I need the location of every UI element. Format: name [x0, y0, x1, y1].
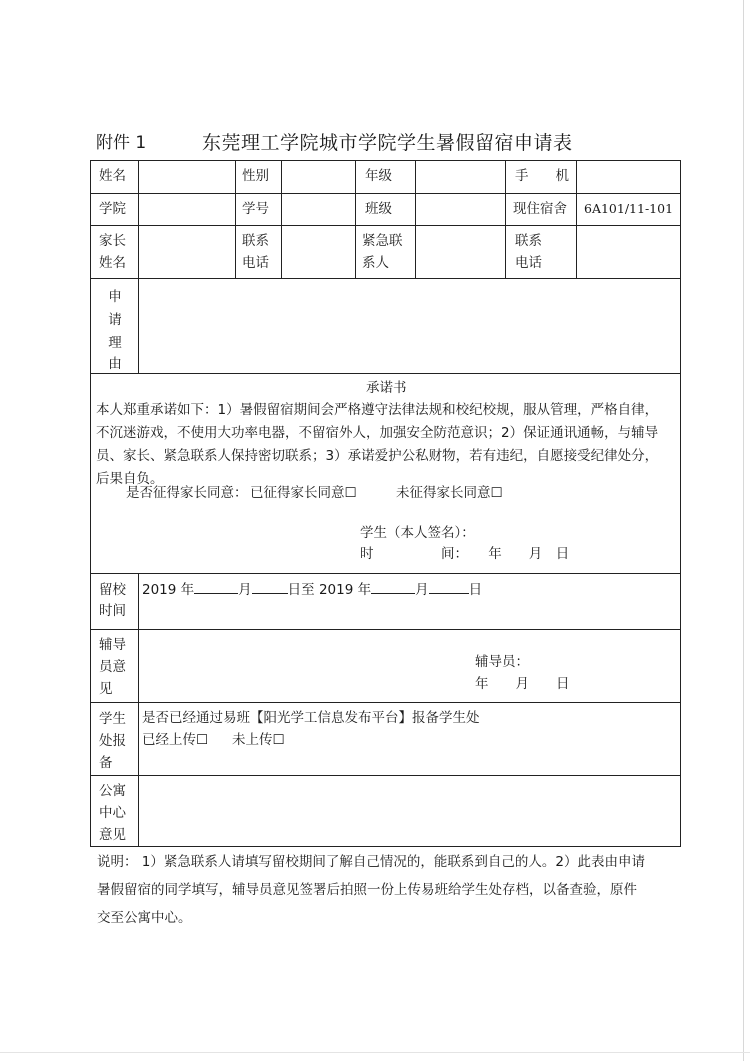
- stay-day-unit: 日: [468, 582, 483, 598]
- grade-label: 年级: [365, 168, 392, 184]
- emergency-label-line1: 紧急联: [362, 233, 403, 249]
- column-divider: [576, 160, 577, 278]
- contact2-label-line1: 联系: [515, 233, 542, 249]
- table-border-bottom: [90, 846, 681, 847]
- reason-label-char: 请: [108, 312, 122, 328]
- stay-month-unit: 月: [238, 582, 252, 598]
- stay-year-start: 2019 年: [142, 582, 195, 598]
- row-divider: [90, 629, 681, 630]
- consent-yes-checkbox[interactable]: 已征得家长同意☐: [250, 485, 357, 501]
- college-label: 学院: [99, 201, 126, 217]
- counselor-opinion-field[interactable]: [140, 631, 470, 701]
- class-label: 班级: [365, 201, 392, 217]
- stay-period: [142, 579, 482, 601]
- student-id-field[interactable]: [283, 195, 354, 224]
- apartment-label-line: 中心: [99, 805, 126, 821]
- phone-field[interactable]: [578, 162, 679, 192]
- table-border-left: [90, 160, 91, 847]
- column-divider: [415, 160, 416, 278]
- application-form-table: [90, 160, 681, 846]
- counselor-label-line: 辅导: [99, 637, 126, 653]
- report-label-line: 备: [99, 755, 113, 771]
- page-edge-line: [743, 0, 744, 1061]
- gender-label: 性别: [242, 168, 269, 184]
- parent-name-field[interactable]: [140, 227, 234, 277]
- table-border-top: [90, 160, 681, 161]
- row-divider: [90, 278, 681, 279]
- column-divider: [138, 160, 139, 373]
- attachment-label: 附件 1: [96, 133, 147, 153]
- report-question: 是否已经通过易班【阳光学工信息发布平台】报备学生处: [142, 710, 480, 726]
- form-header: [96, 128, 696, 158]
- counselor-sign-label: 辅导员：: [475, 654, 529, 670]
- college-field[interactable]: [140, 195, 234, 224]
- stay-day-end-input[interactable]: [429, 579, 469, 594]
- contact2-label-line2: 电话: [515, 255, 542, 271]
- grade-field[interactable]: [417, 162, 504, 192]
- parent-phone-field[interactable]: [283, 227, 354, 277]
- row-divider: [90, 193, 681, 194]
- contact-label-line2: 电话: [242, 255, 269, 271]
- not-uploaded-checkbox[interactable]: 未上传☐: [232, 732, 285, 748]
- stay-month-start-input[interactable]: [194, 579, 238, 594]
- emergency-contact-field[interactable]: [417, 227, 504, 277]
- reason-label-char: 理: [108, 335, 122, 351]
- column-divider: [281, 160, 282, 278]
- counselor-sign-date: 年 月 日: [475, 676, 570, 692]
- stay-day-to-year: 日至 2019 年: [287, 582, 372, 598]
- student-sign-date: 时 间： 年 月 日: [360, 546, 570, 562]
- parent-label-line2: 姓名: [99, 255, 126, 271]
- name-field[interactable]: [140, 162, 234, 192]
- parent-label-line1: 家长: [99, 233, 126, 249]
- apartment-label-line: 意见: [99, 827, 126, 843]
- column-divider: [138, 573, 139, 846]
- pledge-title: 承诺书: [366, 380, 407, 396]
- column-divider: [235, 160, 236, 278]
- stay-day-start-input[interactable]: [252, 579, 288, 594]
- form-notes: [97, 848, 697, 932]
- stay-month-end-input[interactable]: [371, 579, 415, 594]
- uploaded-checkbox[interactable]: 已经上传☐: [142, 732, 209, 748]
- consent-no-checkbox[interactable]: 未征得家长同意☐: [396, 485, 503, 501]
- report-label-line: 学生: [99, 711, 126, 727]
- name-label: 姓名: [99, 168, 126, 184]
- apartment-opinion-field[interactable]: [140, 777, 679, 845]
- emergency-label-line2: 系人: [362, 255, 389, 271]
- emergency-phone-field[interactable]: [578, 227, 679, 277]
- reason-field[interactable]: [140, 280, 679, 372]
- report-label-line: 处报: [99, 733, 126, 749]
- table-border-right: [680, 160, 681, 847]
- notes-line: 暑假留宿的同学填写，辅导员意见签署后拍照一份上传易班给学生处存档，以备查验，原件: [97, 882, 637, 898]
- pledge-line: 后果自负。: [96, 471, 164, 487]
- notes-line: 交至公寓中心。: [97, 910, 192, 926]
- form-title: 东莞理工学院城市学院学生暑假留宿申请表: [202, 132, 573, 154]
- class-field[interactable]: [417, 195, 504, 224]
- dorm-value: 6A101/11-101: [584, 201, 674, 216]
- row-divider: [90, 373, 681, 374]
- apartment-label-line: 公寓: [99, 783, 126, 799]
- contact-label-line1: 联系: [242, 233, 269, 249]
- stay-label-line1: 留校: [99, 582, 126, 598]
- stay-month-unit: 月: [415, 582, 429, 598]
- gender-field[interactable]: [283, 162, 354, 192]
- page-bottom-line: [0, 1052, 750, 1053]
- reason-label-char: 由: [108, 356, 122, 372]
- row-divider: [90, 775, 681, 776]
- phone-label: 手 机: [515, 168, 569, 184]
- counselor-label-line: 见: [99, 681, 113, 697]
- dorm-label: 现住宿舍: [513, 201, 567, 217]
- counselor-label-line: 员意: [99, 659, 126, 675]
- row-divider: [90, 702, 681, 703]
- stay-label-line2: 时间: [99, 603, 126, 619]
- column-divider: [355, 160, 356, 278]
- pledge-line: 不沉迷游戏，不使用大功率电器，不留宿外人，加强安全防范意识；2）保证通讯通畅，与辅导: [96, 425, 659, 441]
- row-divider: [90, 573, 681, 574]
- pledge-line: 本人郑重承诺如下：1）暑假留宿期间会严格遵守法律法规和校纪校规，服从管理，严格自律，: [96, 402, 659, 418]
- pledge-line: 员、家长、紧急联系人保持密切联系；3）承诺爱护公私财物，若有违纪，自愿接受纪律处分，: [96, 448, 659, 464]
- column-divider: [505, 160, 506, 278]
- row-divider: [90, 225, 681, 226]
- consent-question: 是否征得家长同意：: [126, 485, 248, 501]
- notes-line: 说明： 1）紧急联系人请填写留校期间了解自己情况的，能联系到自己的人。2）此表由申请: [97, 854, 645, 870]
- student-id-label: 学号: [242, 201, 269, 217]
- reason-label-char: 申: [108, 289, 122, 305]
- student-sign-label: 学生（本人签名）：: [360, 525, 475, 541]
